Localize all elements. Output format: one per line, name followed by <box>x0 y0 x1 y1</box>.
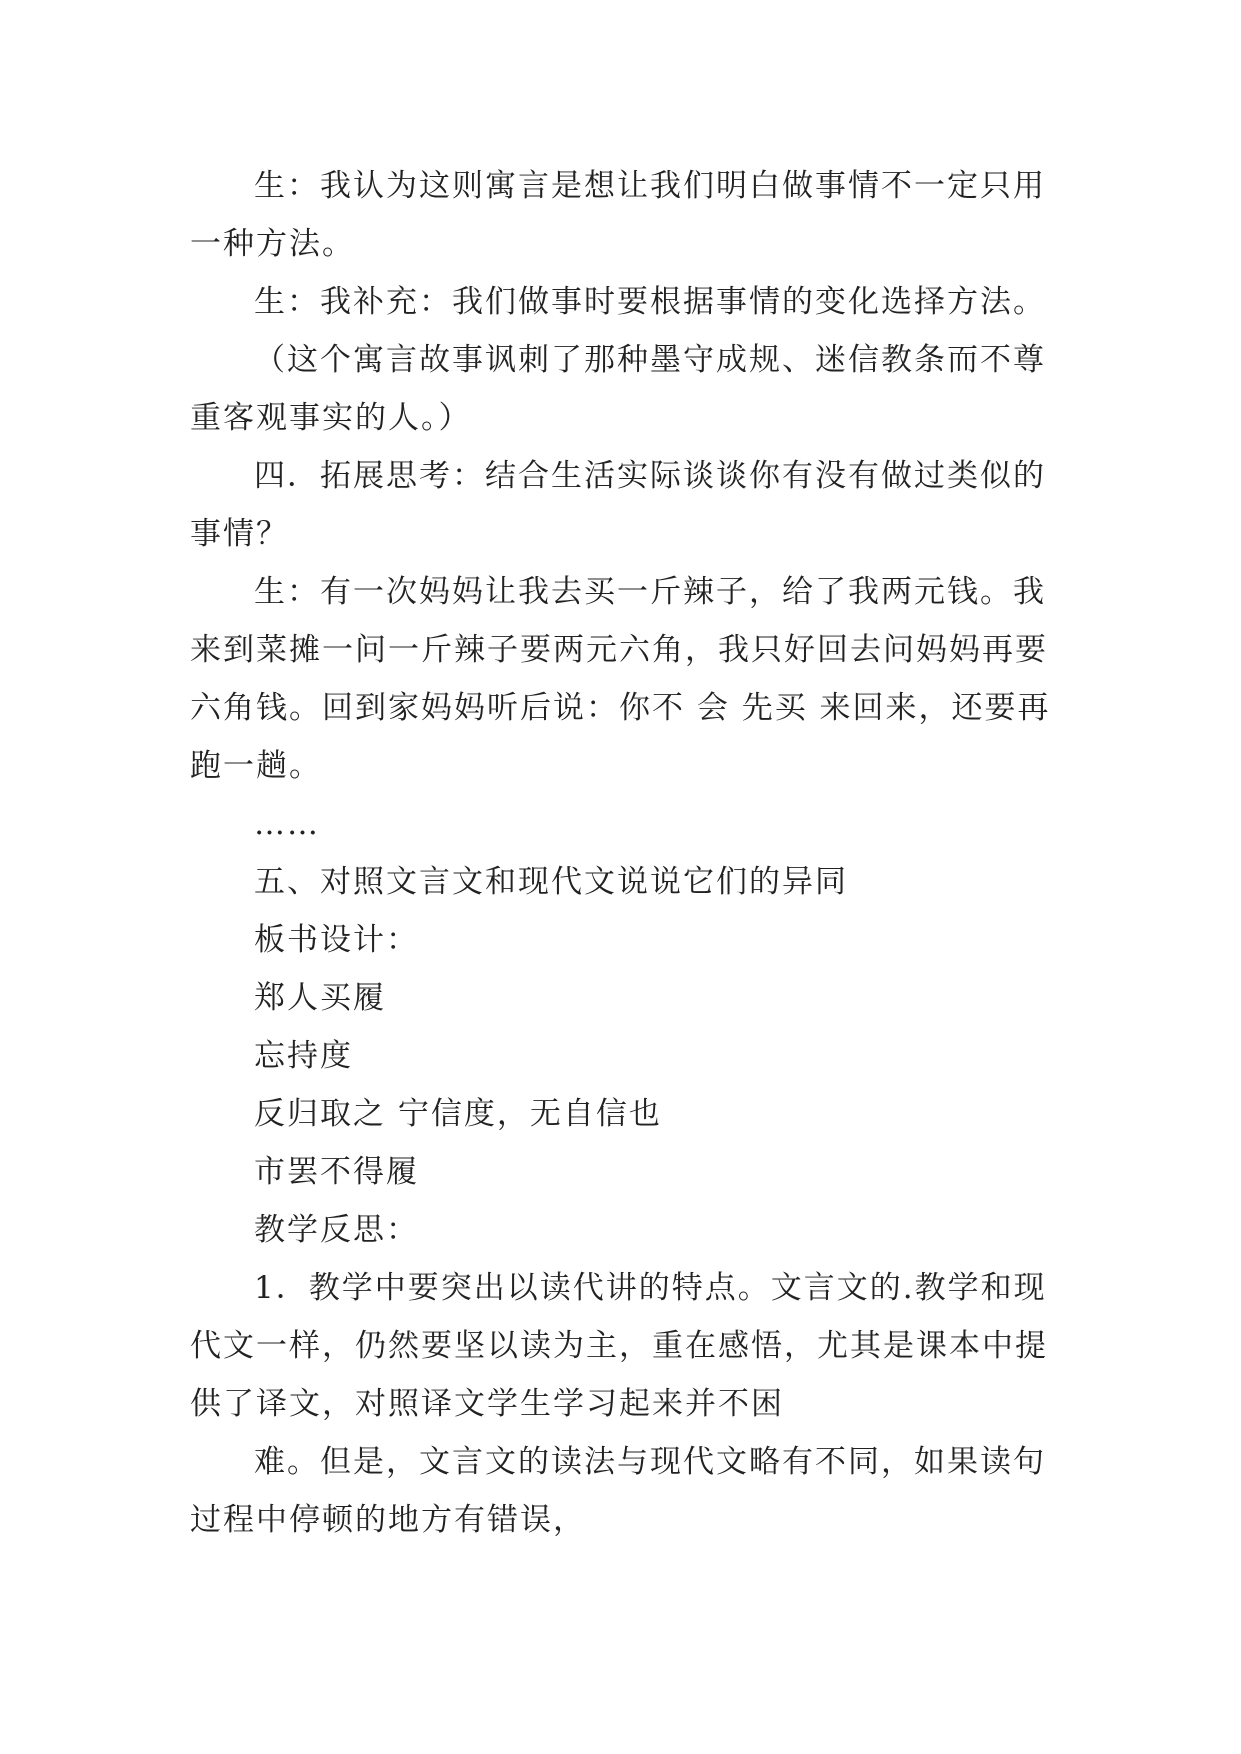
board-line: 郑人买履 <box>254 980 386 1016</box>
paragraph: 四．拓展思考：结合生活实际谈谈你有没有做过类似的事情？ <box>190 458 1046 552</box>
section-heading: 五、对照文言文和现代文说说它们的异同 <box>254 864 848 900</box>
board-line: 市罢不得履 <box>254 1154 419 1190</box>
document-body <box>190 157 1060 1549</box>
board-line: 反归取之 宁信度，无自信也 <box>254 1096 662 1132</box>
paragraph: 生：我认为这则寓言是想让我们明白做事情不一定只用一种方法。 <box>190 168 1046 262</box>
paragraph: 生：有一次妈妈让我去买一斤辣子，给了我两元钱。我来到菜摊一问一斤辣子要两元六角，我只好回去问妈妈再要六角钱。回到家妈妈听后说：你不 会 先买 来回来，还要再跑一趟。 <box>190 574 1051 784</box>
board-line: 忘持度 <box>254 1038 353 1074</box>
paragraph: 1．教学中要突出以读代讲的特点。文言文的.教学和现代文一样，仍然要坚以读为主，重在感悟，尤其是课本中提供了译文，对照译文学生学习起来并不困 <box>190 1270 1048 1422</box>
reflection-heading: 教学反思： <box>254 1212 419 1248</box>
paragraph: （这个寓言故事讽刺了那种墨守成规、迷信教条而不尊重客观事实的人。） <box>190 342 1046 436</box>
ellipsis-line: …… <box>254 806 320 842</box>
board-design-heading: 板书设计： <box>254 922 419 958</box>
paragraph: 生：我补充：我们做事时要根据事情的变化选择方法。 <box>254 284 1046 320</box>
paragraph: 难。但是，文言文的读法与现代文略有不同，如果读句过程中停顿的地方有错误， <box>190 1444 1046 1538</box>
